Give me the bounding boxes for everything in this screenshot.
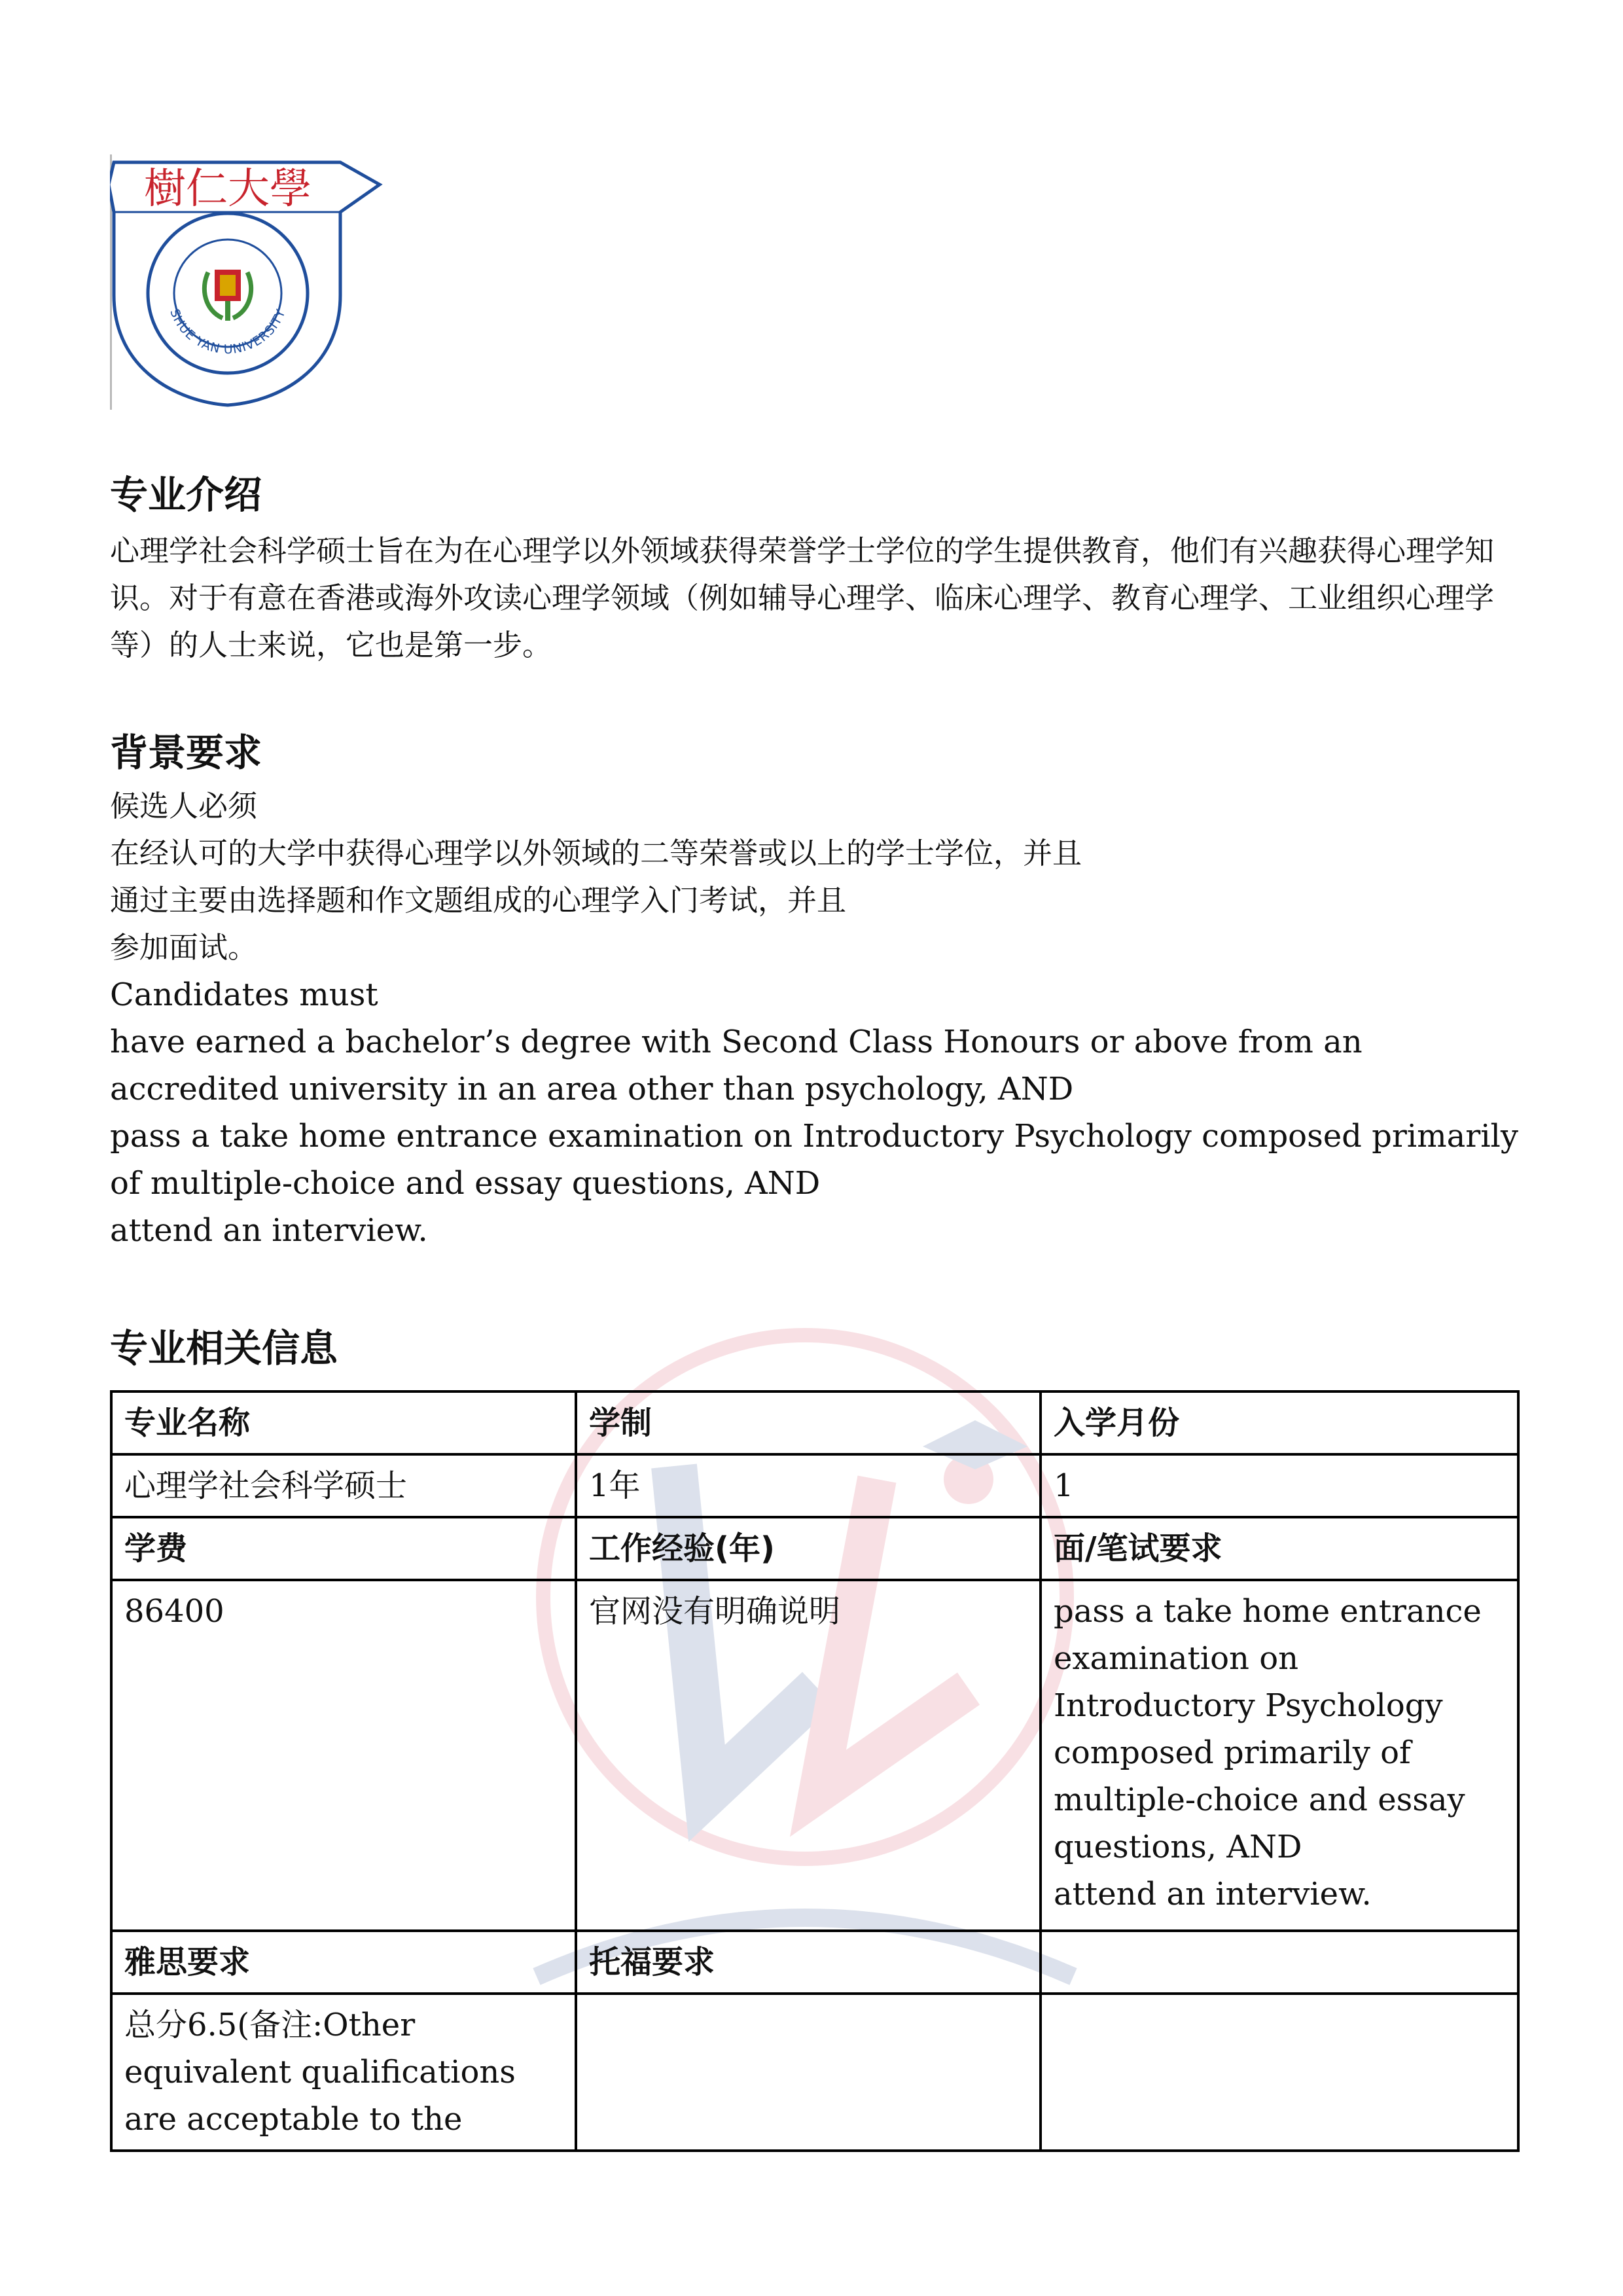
duration-cell: 1年	[576, 1454, 1041, 1517]
background-line: 在经认可的大学中获得心理学以外领域的二等荣誉或以上的学士学位，并且	[110, 836, 1082, 870]
ielts-line: 总分6.5(备注:Other	[124, 2007, 416, 2043]
table-row	[111, 1994, 1518, 2151]
ielts-cell	[111, 1994, 576, 2151]
info-heading: 专业相关信息	[110, 1326, 338, 1371]
header-exam-requirement: 面/笔试要求	[1041, 1517, 1518, 1580]
work-experience-cell: 官网没有明确说明	[576, 1580, 1041, 1931]
program-info-table	[110, 1390, 1520, 2152]
intro-heading: 专业介绍	[110, 473, 262, 517]
background-line: of multiple-choice and essay questions, AND	[110, 1165, 821, 1202]
intro-text: 心理学社会科学硕士旨在为在心理学以外领域获得荣誉学士学位的学生提供教育，他们有兴趣获得心理学知识。对于有意在香港或海外攻读心理学领域（例如辅导心理学、临床心理学、教育心理学、工业组织心理学等）的人士来说，它也是第一步。	[110, 533, 1495, 662]
empty-cell	[1041, 1994, 1518, 2151]
background-line: have earned a bachelor’s degree with Second Class Honours or above from an	[110, 1024, 1363, 1060]
table-header-row	[111, 1517, 1518, 1580]
header-ielts: 雅思要求	[111, 1931, 576, 1994]
table-header-row	[111, 1391, 1518, 1454]
table-row	[111, 1580, 1518, 1931]
background-line: 参加面试。	[110, 930, 258, 965]
table-header-row	[111, 1931, 1518, 1994]
exam-line: composed primarily of	[1054, 1734, 1411, 1771]
program-name-cell: 心理学社会科学硕士	[111, 1454, 576, 1517]
background-line: 候选人必须	[110, 789, 258, 823]
background-heading: 背景要求	[110, 730, 262, 775]
background-line: accredited university in an area other than psychology, AND	[110, 1071, 1074, 1107]
exam-line: attend an interview.	[1054, 1876, 1372, 1912]
header-duration: 学制	[576, 1391, 1041, 1454]
header-tuition: 学费	[111, 1517, 576, 1580]
intake-month-cell: 1	[1041, 1454, 1518, 1517]
background-line: 通过主要由选择题和作文题组成的心理学入门考试，并且	[110, 883, 847, 918]
ielts-line: are acceptable to the	[124, 2101, 463, 2138]
header-intake-month: 入学月份	[1041, 1391, 1518, 1454]
exam-line: Introductory Psychology	[1054, 1687, 1443, 1724]
header-work-experience: 工作经验(年)	[576, 1517, 1041, 1580]
header-empty	[1041, 1931, 1518, 1994]
table-row	[111, 1454, 1518, 1517]
ielts-line: equivalent qualifications	[124, 2054, 516, 2090]
tuition-cell: 86400	[111, 1580, 576, 1931]
background-line: pass a take home entrance examination on Introductory Psychology composed primarily	[110, 1118, 1519, 1155]
exam-requirement-cell	[1041, 1580, 1518, 1931]
university-logo	[110, 154, 385, 410]
header-program-name: 专业名称	[111, 1391, 576, 1454]
logo-name-en: SHUE YAN UNIVERSITY	[167, 307, 289, 357]
logo-name-zh: 樹仁大學	[144, 165, 312, 213]
exam-line: pass a take home entrance	[1054, 1593, 1482, 1630]
background-line: Candidates must	[110, 977, 378, 1013]
background-line: attend an interview.	[110, 1212, 428, 1249]
toefl-cell	[576, 1994, 1041, 2151]
exam-line: examination on	[1054, 1640, 1299, 1677]
header-toefl: 托福要求	[576, 1931, 1041, 1994]
exam-line: multiple-choice and essay	[1054, 1782, 1465, 1818]
exam-line: questions, AND	[1054, 1829, 1302, 1865]
